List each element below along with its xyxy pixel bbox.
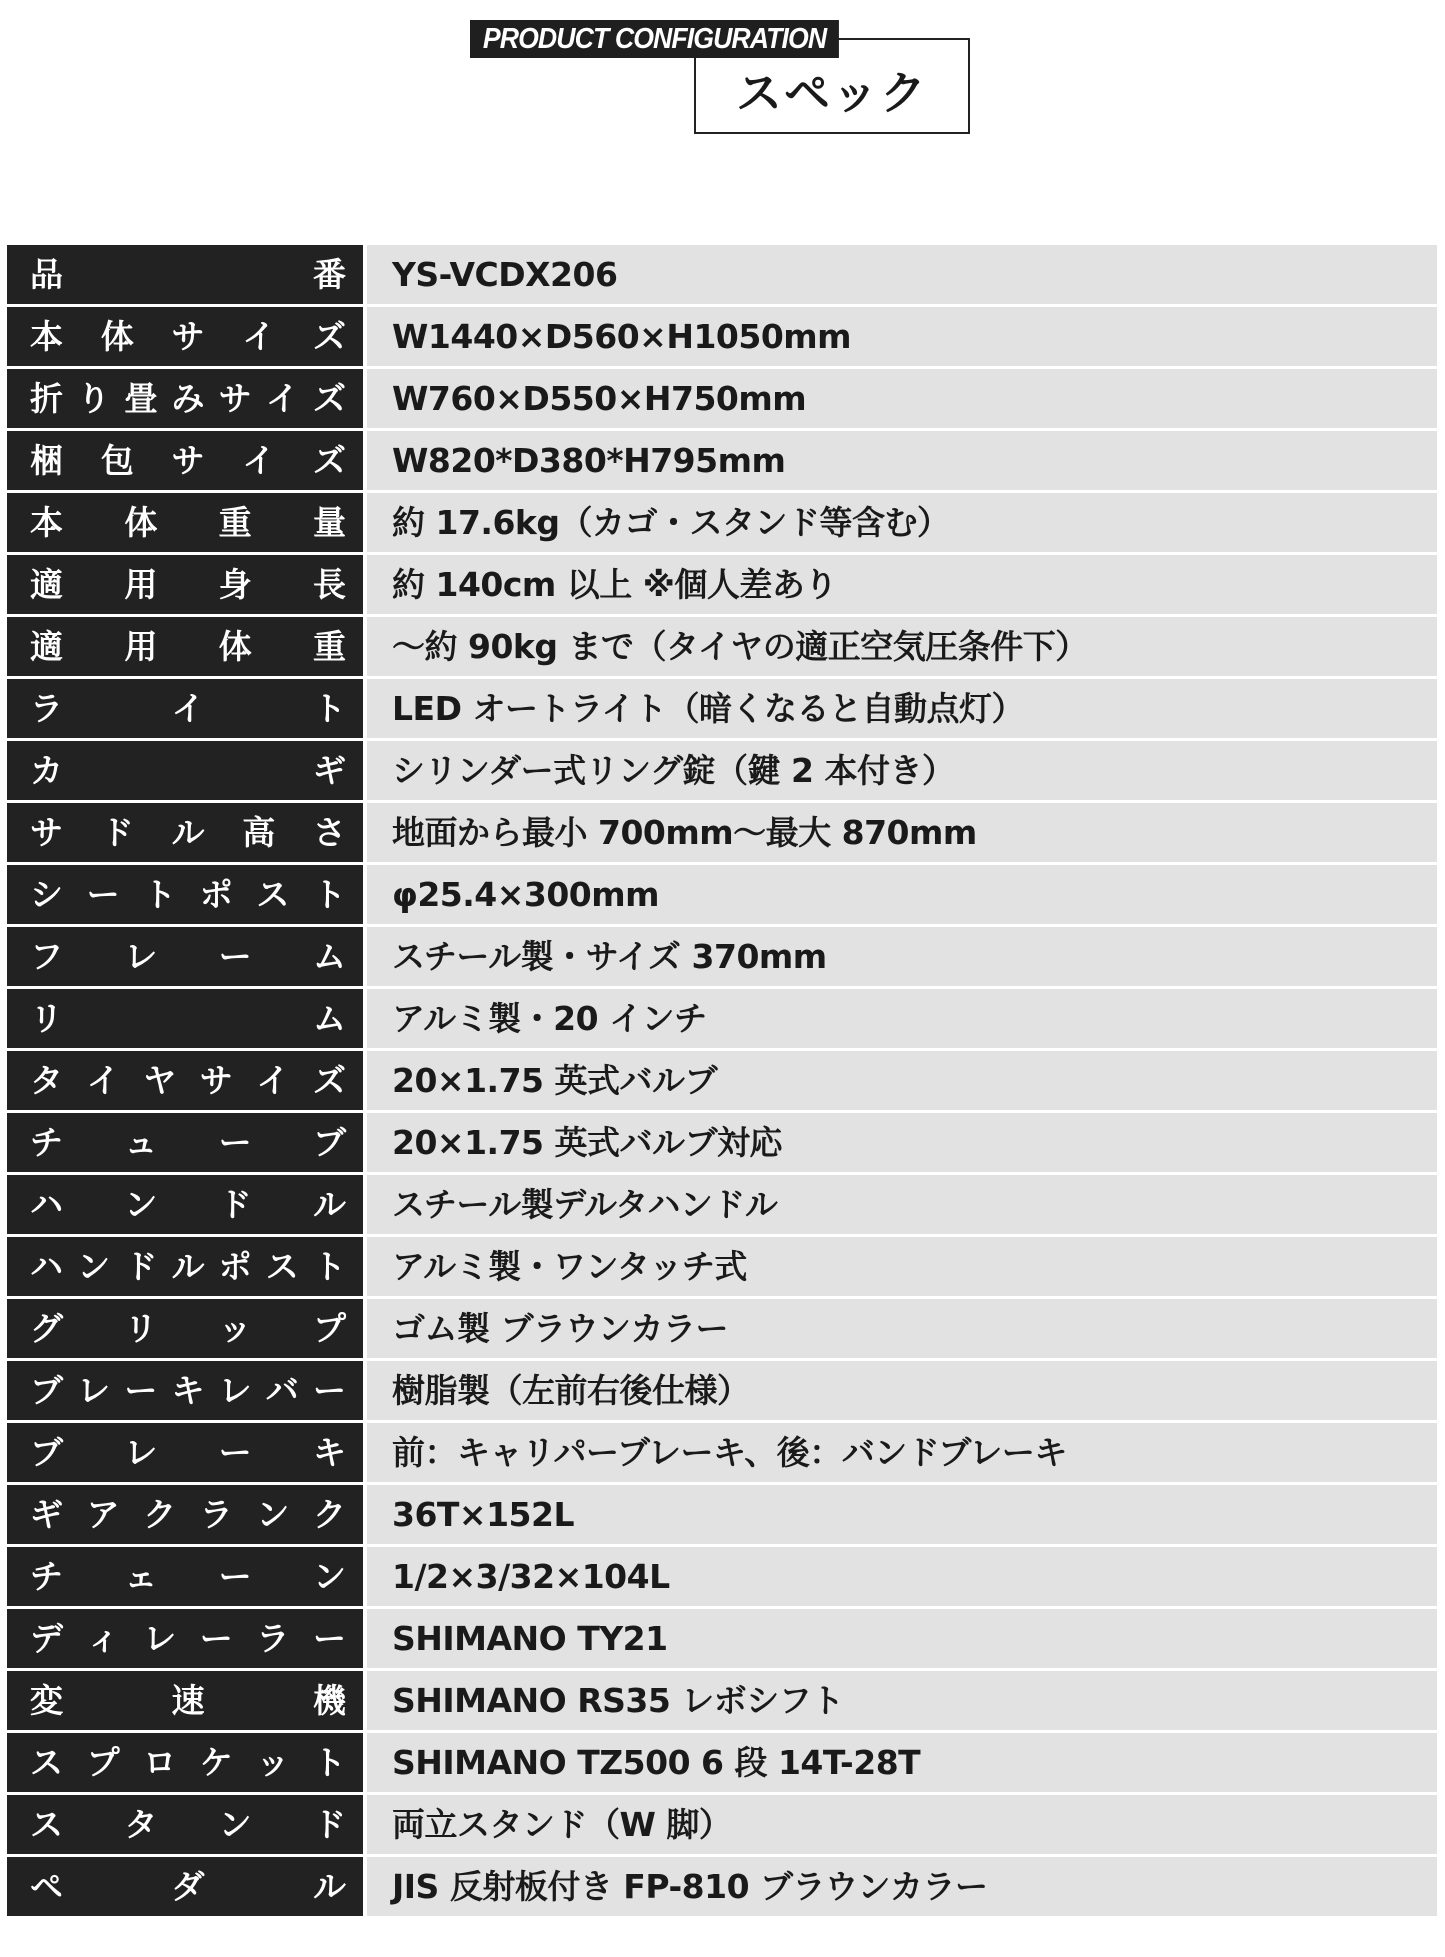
spec-value: 樹脂製（左前右後仕様） (367, 1361, 1437, 1420)
spec-value: シリンダー式リング錠（鍵 2 本付き） (367, 741, 1437, 800)
spec-row (7, 617, 1437, 679)
spec-label: 品 番 (7, 245, 363, 304)
spec-row (7, 679, 1437, 741)
spec-value: 約 17.6kg（カゴ・スタンド等含む） (367, 493, 1437, 552)
spec-value: 約 140cm 以上 ※個人差あり (367, 555, 1437, 614)
spec-value: JIS 反射板付き FP-810 ブラウンカラー (367, 1857, 1437, 1916)
section-header (0, 0, 1445, 160)
spec-row (7, 555, 1437, 617)
spec-row (7, 1113, 1437, 1175)
spec-label: 折 り 畳 み サ イ ズ (7, 369, 363, 428)
spec-label: 適 用 身 長 (7, 555, 363, 614)
spec-value: 20×1.75 英式バルブ対応 (367, 1113, 1437, 1172)
spec-row (7, 989, 1437, 1051)
spec-row (7, 1237, 1437, 1299)
spec-label: ブ レ ー キ レ バ ー (7, 1361, 363, 1420)
spec-value: 1/2×3/32×104L (367, 1547, 1437, 1606)
spec-row (7, 1361, 1437, 1423)
spec-label: リ ム (7, 989, 363, 1048)
spec-value: 前：キャリパーブレーキ、後：バンドブレーキ (367, 1423, 1437, 1482)
spec-row (7, 493, 1437, 555)
spec-label: 梱 包 サ イ ズ (7, 431, 363, 490)
spec-value: SHIMANO RS35 レボシフト (367, 1671, 1437, 1730)
spec-row (7, 865, 1437, 927)
spec-label: 本 体 重 量 (7, 493, 363, 552)
spec-value: 両立スタンド（W 脚） (367, 1795, 1437, 1854)
spec-label: 本 体 サ イ ズ (7, 307, 363, 366)
spec-row (7, 1547, 1437, 1609)
spec-value: アルミ製・20 インチ (367, 989, 1437, 1048)
spec-row (7, 1299, 1437, 1361)
spec-row (7, 927, 1437, 989)
spec-label: ハ ン ド ル (7, 1175, 363, 1234)
header-tag: PRODUCT CONFIGURATION (470, 20, 839, 58)
spec-row (7, 369, 1437, 431)
spec-value: スチール製デルタハンドル (367, 1175, 1437, 1234)
spec-value: φ25.4×300mm (367, 865, 1437, 924)
page-title: スペック (736, 66, 928, 120)
spec-label: ハ ン ド ル ポ ス ト (7, 1237, 363, 1296)
spec-value: YS-VCDX206 (367, 245, 1437, 304)
spec-value: LED オートライト（暗くなると自動点灯） (367, 679, 1437, 738)
spec-label: チ ュ ー ブ (7, 1113, 363, 1172)
spec-row (7, 1175, 1437, 1237)
spec-label: フ レ ー ム (7, 927, 363, 986)
spec-label: 適 用 体 重 (7, 617, 363, 676)
spec-row (7, 431, 1437, 493)
spec-value: W760×D550×H750mm (367, 369, 1437, 428)
spec-row (7, 1795, 1437, 1857)
spec-row (7, 1423, 1437, 1485)
spec-label: シ ー ト ポ ス ト (7, 865, 363, 924)
spec-value: W820*D380*H795mm (367, 431, 1437, 490)
spec-row (7, 1857, 1437, 1919)
spec-label: 変 速 機 (7, 1671, 363, 1730)
spec-value: SHIMANO TY21 (367, 1609, 1437, 1668)
spec-row (7, 1485, 1437, 1547)
spec-label: タ イ ヤ サ イ ズ (7, 1051, 363, 1110)
spec-value: アルミ製・ワンタッチ式 (367, 1237, 1437, 1296)
spec-value: 地面から最小 700mm〜最大 870mm (367, 803, 1437, 862)
spec-row (7, 741, 1437, 803)
spec-row (7, 1051, 1437, 1113)
spec-row (7, 1733, 1437, 1795)
spec-value: 20×1.75 英式バルブ (367, 1051, 1437, 1110)
spec-value: スチール製・サイズ 370mm (367, 927, 1437, 986)
spec-value: ゴム製 ブラウンカラー (367, 1299, 1437, 1358)
spec-label: ブ レ ー キ (7, 1423, 363, 1482)
spec-row (7, 245, 1437, 307)
spec-label: ス プ ロ ケ ッ ト (7, 1733, 363, 1792)
spec-row (7, 803, 1437, 865)
spec-value: W1440×D560×H1050mm (367, 307, 1437, 366)
spec-label: デ ィ レ ー ラ ー (7, 1609, 363, 1668)
spec-row (7, 1609, 1437, 1671)
spec-label: チ ェ ー ン (7, 1547, 363, 1606)
spec-value: 〜約 90kg まで（タイヤの適正空気圧条件下） (367, 617, 1437, 676)
spec-label: ペ ダ ル (7, 1857, 363, 1916)
spec-label: サ ド ル 高 さ (7, 803, 363, 862)
spec-value: 36T×152L (367, 1485, 1437, 1544)
spec-value: SHIMANO TZ500 6 段 14T-28T (367, 1733, 1437, 1792)
spec-row (7, 1671, 1437, 1733)
spec-table (7, 245, 1437, 1919)
spec-label: グ リ ッ プ (7, 1299, 363, 1358)
spec-label: ギ ア ク ラ ン ク (7, 1485, 363, 1544)
spec-row (7, 307, 1437, 369)
spec-label: ラ イ ト (7, 679, 363, 738)
spec-label: ス タ ン ド (7, 1795, 363, 1854)
spec-label: カ ギ (7, 741, 363, 800)
